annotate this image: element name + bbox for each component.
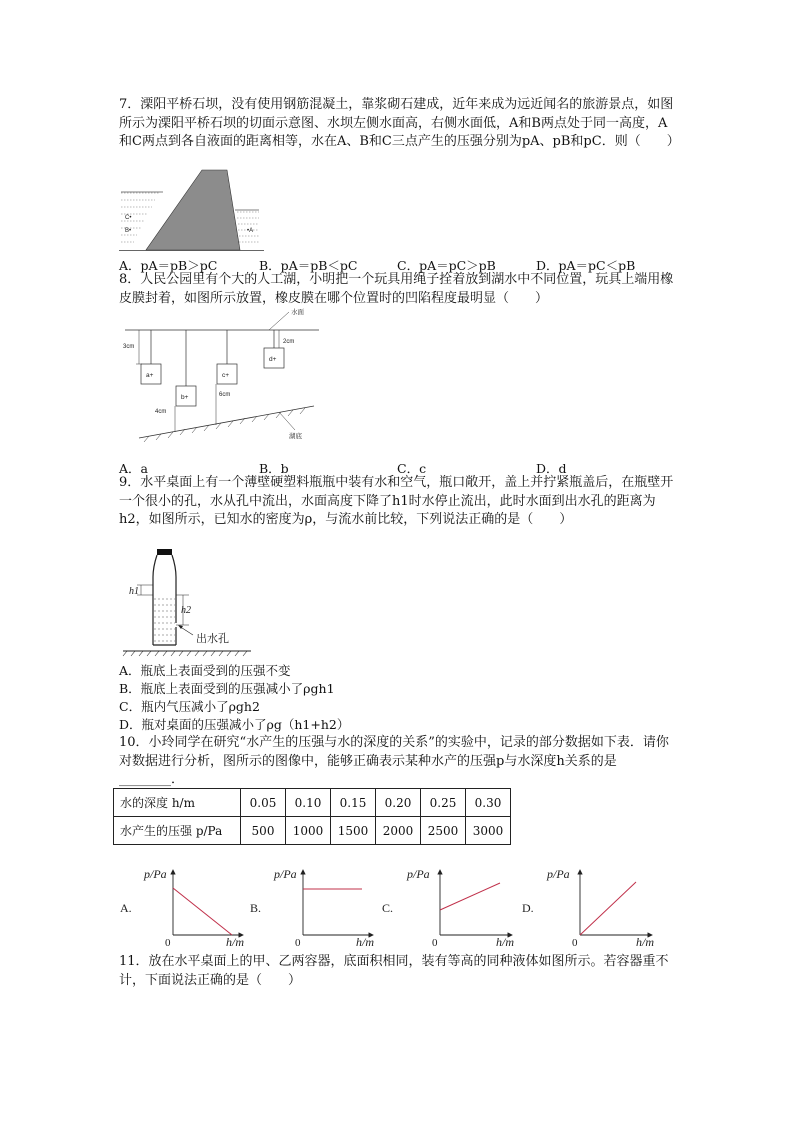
pressure-graphs [110, 860, 680, 955]
depth-cell: 0.10 [286, 789, 331, 817]
question-8-options [119, 459, 679, 475]
graph-c-origin: 0 [432, 937, 438, 949]
graph-d-line [580, 882, 636, 935]
graph-b-option[interactable]: B. [250, 901, 262, 915]
depth-cell: 0.05 [241, 789, 286, 817]
graph-d-option[interactable]: D. [522, 901, 534, 915]
water-surface-label: 水面 [291, 309, 304, 316]
pressure-cell: 3000 [466, 817, 511, 845]
h2-label: h2 [181, 605, 191, 616]
graph-c-ylabel: p/Pa [407, 867, 430, 881]
pressure-cell: 2500 [421, 817, 466, 845]
graph-a-ylabel: p/Pa [144, 867, 167, 881]
depth-pressure-table [113, 788, 511, 845]
table-row [114, 789, 511, 817]
dam-shape [146, 170, 240, 250]
h1-label: h1 [129, 586, 139, 597]
point-b-label: B• [125, 228, 132, 234]
depth-row-header: 水的深度 h/m [114, 789, 241, 817]
q7-option-a[interactable]: A．pA＝pB＞pC [119, 258, 218, 273]
graph-a-origin: 0 [165, 937, 171, 949]
point-a-label: •A [247, 228, 254, 234]
graph-a-option[interactable]: A. [120, 901, 132, 915]
depth-cell: 0.30 [466, 789, 511, 817]
box-b-label: b+ [181, 394, 189, 401]
graph-c-xlabel: h/m [496, 935, 514, 949]
question-7-options [119, 256, 679, 272]
q8-option-d[interactable]: D．d [536, 461, 567, 476]
graph-a-xlabel: h/m [226, 935, 244, 949]
box-a-label: a+ [146, 372, 154, 379]
q9-option-c[interactable]: C．瓶内气压减小了ρgh2 [119, 699, 260, 714]
q8-option-a[interactable]: A．a [119, 461, 148, 476]
pressure-cell: 1500 [331, 817, 376, 845]
d-depth-label: 2cm [283, 339, 295, 345]
q9-option-b[interactable]: B．瓶底上表面受到的压强减小了ρgh1 [119, 681, 335, 696]
graph-c-option[interactable]: C. [382, 901, 394, 915]
question-11-text: 11．放在水平桌面上的甲、乙两容器，底面积相同，装有等高的同种液体如图所示。若容器重不计，下面说法正确的是（ ） [119, 954, 669, 988]
q7-option-b[interactable]: B．pA＝pB＜pC [259, 258, 358, 273]
q7-option-c[interactable]: C．pA＝pC＞pB [397, 258, 496, 273]
question-7-text: 7．溧阳平桥石坝，没有使用钢筋混凝土，靠浆砌石建成，近年来成为远近闻名的旅游景点，如图所示为溧阳平桥石坝的切面示意图、水坝左侧水面高，右侧水面低，A和B两点处于同一高度，A和C两点到各自液面的距离相等，水在A、B和C三点产生的压强分别为pA、pB和pC．则（ ） [119, 97, 680, 149]
a-depth-label: 3cm [123, 344, 135, 350]
bottle-diagram [119, 547, 254, 657]
outlet-hole-label: 出水孔 [196, 633, 229, 645]
q9-option-a[interactable]: A．瓶底上表面受到的压强不变 [119, 663, 291, 678]
q7-option-d[interactable]: D．pA＝pC＜pB [536, 258, 636, 273]
graph-b-ylabel: p/Pa [274, 867, 297, 881]
graph-a-line [173, 888, 232, 935]
q8-option-c[interactable]: C．c [397, 461, 427, 476]
graph-d-ylabel: p/Pa [547, 867, 570, 881]
dam-diagram [119, 168, 264, 254]
box-d-label: d+ [269, 356, 277, 363]
question-8-text: 8．人民公园里有个大的人工湖，小明把一个玩具用绳子拴着放到湖水中不同位置，玩具上端用橡皮膜封着，如图所示放置，橡皮膜在哪个位置时的凹陷程度最明显（ ） [119, 272, 674, 306]
q9-option-d[interactable]: D．瓶对桌面的压强减小了ρg（h1+h2） [119, 717, 350, 732]
pressure-cell: 1000 [286, 817, 331, 845]
pressure-row-header: 水产生的压强 p/Pa [114, 817, 241, 845]
depth-cell: 0.15 [331, 789, 376, 817]
graph-c-line [440, 883, 500, 910]
table-row [114, 817, 511, 845]
c-height-label: 6cm [219, 392, 231, 398]
graph-b-xlabel: h/m [356, 935, 374, 949]
question-9-text: 9．水平桌面上有一个薄壁硬塑料瓶瓶中装有水和空气，瓶口敞开，盖上并拧紧瓶盖后，在瓶壁开一个很小的孔，水从孔中流出，水面高度下降了h1时水停止流出，此时水面到出水孔的距离为h2，如图所示，已知水的密度为ρ，与流水前比较，下列说法正确的是（ ） [119, 475, 674, 527]
q8-option-b[interactable]: B．b [259, 461, 289, 476]
graph-d-xlabel: h/m [636, 935, 654, 949]
b-height-label: 4cm [155, 409, 167, 415]
lake-bottom-label: 湖底 [289, 433, 302, 440]
question-10-text: 10．小玲同学在研究“水产生的压强与水的深度的关系”的实验中，记录的部分数据如下表．请你对数据进行分析，图所示的图像中，能够正确表示某种水产的压强p与水深度h关系的是________． [119, 735, 669, 787]
pressure-cell: 2000 [376, 817, 421, 845]
depth-cell: 0.25 [421, 789, 466, 817]
depth-cell: 0.20 [376, 789, 421, 817]
box-c-label: c+ [222, 372, 230, 379]
point-c-label: C• [125, 215, 132, 221]
pressure-cell: 500 [241, 817, 286, 845]
lake-diagram [119, 306, 329, 456]
graph-b-origin: 0 [295, 937, 301, 949]
graph-d-origin: 0 [572, 937, 578, 949]
